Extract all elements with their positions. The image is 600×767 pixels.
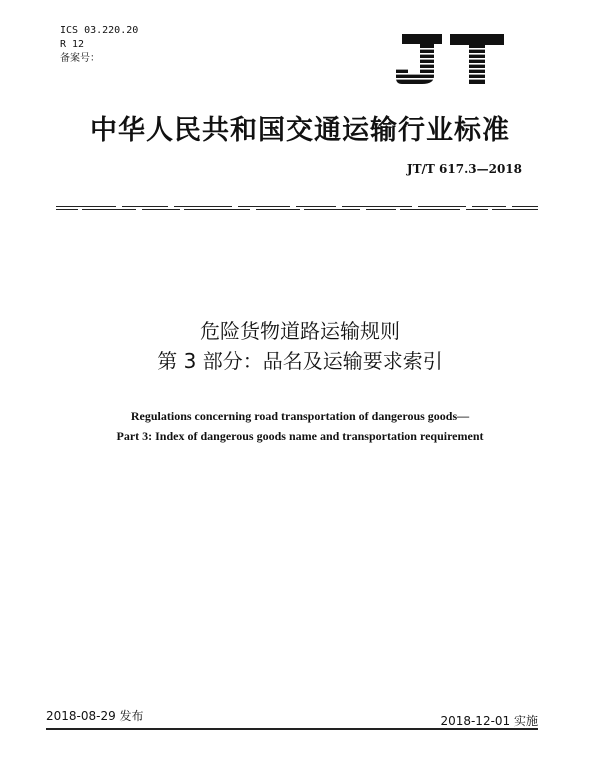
standard-metadata <box>60 24 138 66</box>
classification-code: R 12 <box>60 39 85 50</box>
issue-date: 2018-08-29 发布 <box>46 709 144 723</box>
english-title-line-1: Regulations concerning road transportation of dangerous goods— <box>130 409 470 423</box>
filing-number-label: 备案号： <box>60 53 100 64</box>
jt-logo-icon <box>392 32 508 86</box>
english-title-line-2: Part 3: Index of dangerous goods name and transportation requirement <box>116 429 484 443</box>
chinese-title-line-2: 第 3 部分：品名及运输要求索引 <box>157 349 443 373</box>
implementation-date: 2018-12-01 实施 <box>440 714 538 728</box>
ics-code: ICS 03.220.20 <box>60 25 139 36</box>
chinese-title <box>0 316 600 376</box>
double-rule-divider <box>56 205 538 211</box>
issuing-organization-title: 中华人民共和国交通运输行业标准 <box>90 115 510 146</box>
standard-number: JT/T 617.3—2018 <box>406 162 522 176</box>
english-title <box>0 406 600 446</box>
chinese-title-line-1: 危险货物道路运输规则 <box>200 319 400 343</box>
bottom-rule <box>46 728 538 730</box>
